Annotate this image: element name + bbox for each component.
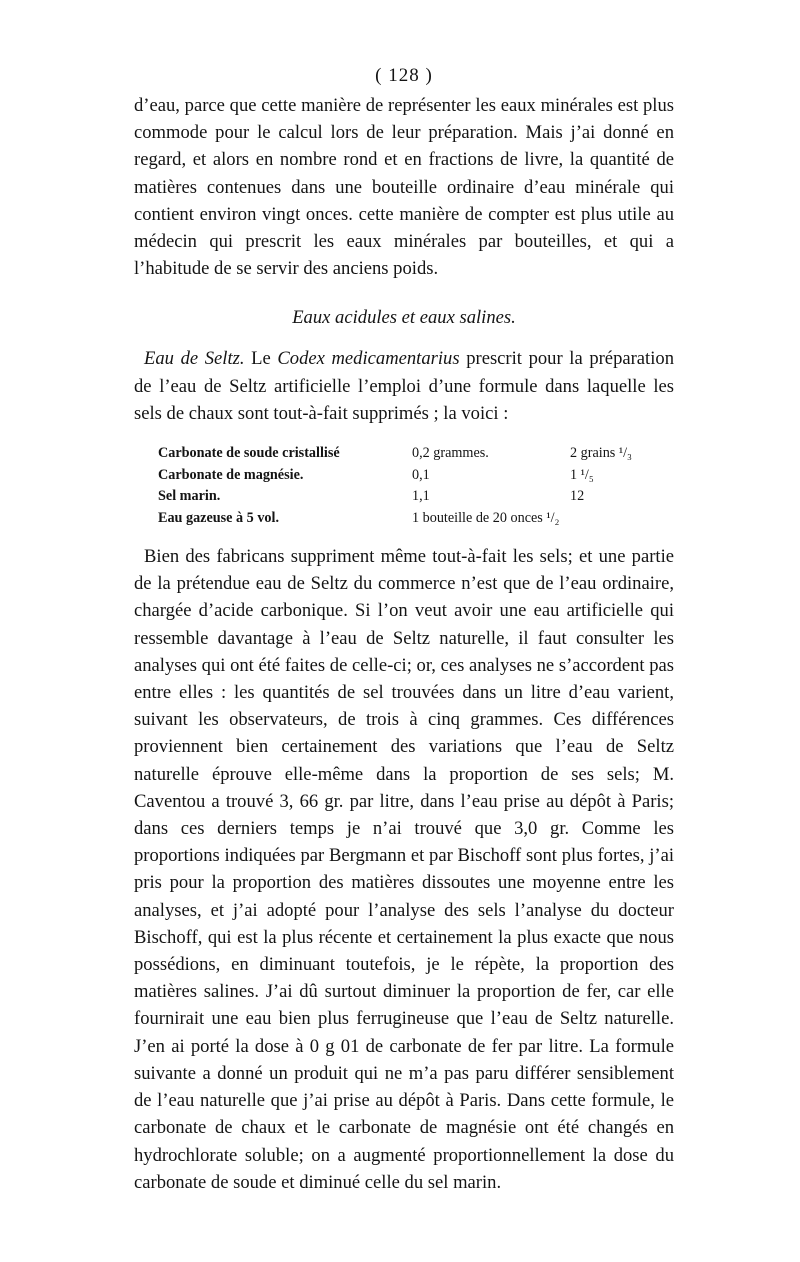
codex-title: Codex medicamentarius	[277, 348, 460, 370]
ingredient-quantity: 1 bouteille de 20 onces ¹/₂	[412, 509, 560, 526]
table-row	[158, 486, 668, 508]
ingredient-name: Carbonate de soude cristallisé	[158, 445, 340, 462]
ingredient-quantity: 0,1	[412, 466, 430, 483]
paragraph-seltz	[134, 345, 674, 427]
paragraph-analysis: Bien des fabricans suppriment même tout-à-fait les sels; et une partie de la prétendue eau de Seltz du commerce n’est que de l’eau ordinaire, chargée d’acide carbonique. Si l’on veut avoir une eau artificielle qui ressemble davantage à l’eau de Seltz naturelle, il faut consulter les analyses qui ont été faites de celle-ci; or, ces analyses ne s’accordent pas entre elles : les quantités de sel trouvées dans un litre d’eau varient, suivant les observateurs, de trois à cinq grammes. Ces différences proviennent bien certainement des variations que l’eau de Seltz naturelle éprouve elle-même dans la proportion de ses sels; M. Caventou a trouvé 3, 66 gr. par litre, dans l’eau prise au dépôt à Paris; dans ces derniers temps je n’ai trouvé que 3,0 gr. Comme les proportions indiquées par Bergmann et par Bischoff sont plus fortes, j’ai pris pour la proportion des matières dissoutes une moyenne entre les analyses, et j’ai adopté pour l’analyse des sels l’analyse du docteur Bischoff, qui est la plus récente et certainement la plus exacte que nous possédions, en diminuant toutefois, je le répète, la proportion des matières salines. J’ai dû surtout diminuer la proportion de fer, car elle fournirait une eau bien plus ferrugineuse que l’eau de Seltz naturelle. J’en ai porté la dose à 0 g 01 de carbonate de fer par litre. La formule suivante a donné un produit qui ne m’a pas paru différer sensiblement de l’eau naturelle que j’ai prise au dépôt à Paris. Dans cette formule, le carbonate de chaux et le carbonate de magnésie ont été changés en hydrochlorate soluble; on a augmenté proportionnellement la dose du carbonate de soude et diminué celle du sel marin.	[134, 546, 674, 1193]
page-number: ( 128 )	[375, 65, 433, 86]
paragraph-lead: Eau de Seltz.	[144, 348, 245, 370]
section-heading: Eaux acidules et eaux salines.	[292, 307, 516, 329]
ingredient-grains: 12	[570, 488, 585, 505]
ingredient-quantity: 1,1	[412, 488, 430, 505]
paragraph-intro: d’eau, parce que cette manière de représenter les eaux minérales est plus commode pour le calcul lors de leur préparation. Mais j’ai donné en regard, et alors en nombre rond et en fractions de livre, la quantité de matières contenues dans une bouteille ordinaire d’eau minérale qui contient environ vingt onces. cette manière de compter est plus utile au médecin qui prescrit les eaux minérales par bouteilles, et qui a l’habitude de se servir des anciens poids.	[134, 95, 674, 280]
table-row	[158, 443, 668, 465]
recipe-table	[158, 443, 668, 529]
ingredient-name: Sel marin.	[158, 488, 221, 505]
book-page	[134, 60, 674, 1196]
ingredient-grains: 2 grains ¹/₃	[570, 445, 633, 462]
paragraph-text-b: prescrit pour la préparation de l’eau de Seltz artificielle l’emploi d’une formule dans laquelle les sels de chaux sont tout-à-fait supprimés ; la voici :	[134, 348, 674, 424]
ingredient-name: Carbonate de magnésie.	[158, 466, 304, 483]
paragraph-text-a: Le	[244, 348, 278, 370]
ingredient-grains: 1 ¹/₅	[570, 466, 594, 483]
table-row	[158, 508, 668, 530]
ingredient-quantity: 0,2 grammes.	[412, 445, 489, 462]
ingredient-name: Eau gazeuse à 5 vol.	[158, 509, 279, 526]
table-row	[158, 465, 668, 487]
